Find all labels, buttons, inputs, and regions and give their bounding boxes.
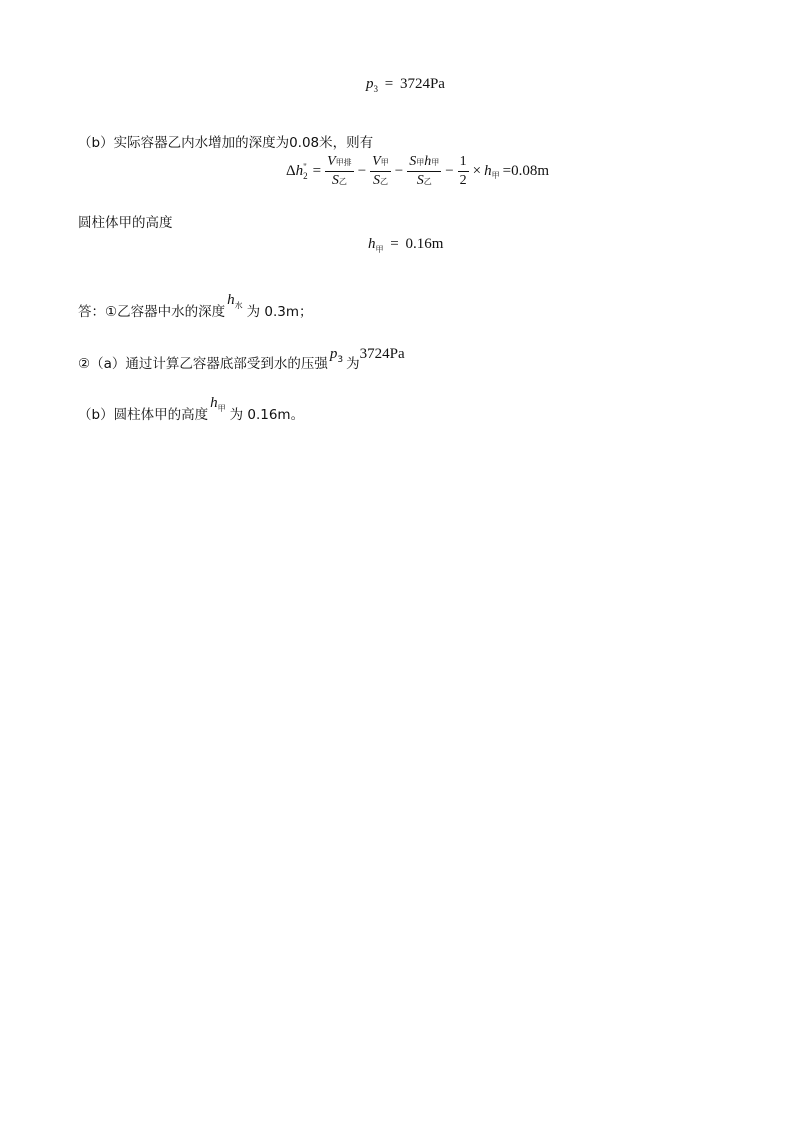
var-h: h bbox=[368, 236, 376, 252]
var-s: S bbox=[331, 173, 339, 188]
var-s: S bbox=[372, 173, 380, 188]
height-intro: 圆柱体甲的高度 bbox=[78, 215, 173, 231]
var-s: S bbox=[416, 173, 424, 188]
sub-yi: 乙 bbox=[338, 177, 347, 186]
sup-double-prime: " bbox=[303, 162, 307, 173]
sub-2: 2 bbox=[303, 170, 308, 181]
minus-sign: − bbox=[357, 163, 367, 179]
equals-sign: = bbox=[390, 236, 399, 253]
answer-3-prefix: （b）圆柱体甲的高度 bbox=[78, 407, 209, 423]
sub-jia: 甲 bbox=[416, 158, 425, 167]
fraction-v-displaced bbox=[325, 155, 354, 188]
var-h: h bbox=[210, 395, 218, 411]
result-value: =0.08m bbox=[502, 163, 550, 179]
h-value: 0.16m bbox=[405, 236, 444, 252]
fraction-v-jia bbox=[370, 155, 391, 188]
minus-sign: − bbox=[394, 163, 404, 179]
var-p: p bbox=[329, 346, 338, 362]
sub-jia-pai: 甲排 bbox=[335, 158, 352, 167]
sub-3: 3 bbox=[337, 355, 344, 365]
var-v: V bbox=[372, 154, 381, 169]
part-b-text: 实际容器乙内水增加的深度为0.08米，则有 bbox=[113, 135, 374, 151]
sub-jia: 甲 bbox=[380, 158, 389, 167]
var-h: h bbox=[424, 154, 432, 169]
fraction-s-h bbox=[407, 155, 441, 188]
sub-jia: 甲 bbox=[491, 171, 500, 180]
sub-3: 3 bbox=[373, 84, 378, 94]
answer-1-prefix: 答：①乙容器中水的深度 bbox=[78, 304, 226, 320]
answer-1-suffix: 为 0.3m； bbox=[246, 304, 313, 320]
sub-jia: 甲 bbox=[375, 245, 384, 254]
numerator-1: 1 bbox=[459, 154, 467, 169]
part-b-intro bbox=[78, 131, 373, 151]
equation-delta-h bbox=[286, 155, 549, 188]
var-p: p bbox=[366, 76, 374, 92]
var-s: S bbox=[409, 154, 417, 169]
sub-yi: 乙 bbox=[423, 177, 432, 186]
var-v: V bbox=[327, 154, 336, 169]
answer-1 bbox=[78, 292, 313, 321]
equation-h-jia bbox=[368, 236, 443, 253]
sub-yi: 乙 bbox=[379, 177, 388, 186]
var-h: h bbox=[227, 292, 235, 308]
equals-sign: = bbox=[312, 163, 322, 179]
part-b-label: （b） bbox=[78, 135, 114, 151]
fraction-one-half bbox=[458, 155, 469, 188]
equals-sign: = bbox=[384, 76, 394, 93]
answer-2-prefix: ②（a）通过计算乙容器底部受到水的压强 bbox=[78, 356, 328, 372]
sub-jia: 甲 bbox=[217, 404, 226, 413]
delta-symbol: Δ bbox=[286, 163, 296, 179]
sub-shui: 水 bbox=[234, 301, 243, 310]
answer-2-mid: 为 bbox=[346, 356, 360, 372]
answer-3-suffix: 为 0.16m。 bbox=[229, 407, 305, 423]
minus-sign: − bbox=[445, 163, 454, 179]
answer-3 bbox=[78, 395, 305, 424]
var-h: h bbox=[484, 163, 492, 179]
times-sign: × bbox=[472, 163, 482, 179]
answer-2-value: 3724Pa bbox=[359, 346, 405, 362]
var-h: h bbox=[295, 163, 304, 179]
equation-p3 bbox=[366, 76, 445, 93]
p3-value: 3724Pa bbox=[399, 76, 445, 92]
sub-jia: 甲 bbox=[431, 158, 440, 167]
denominator-2: 2 bbox=[459, 173, 467, 188]
answer-2 bbox=[78, 346, 405, 373]
